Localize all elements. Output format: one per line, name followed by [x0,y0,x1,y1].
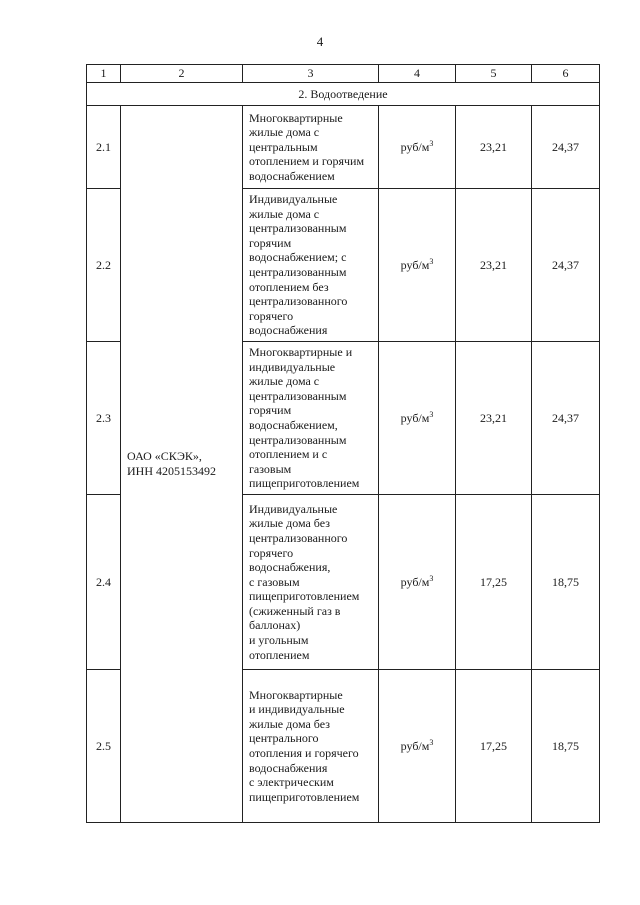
consumer-description: Многоквартирные и индивидуальные жилые дома с централизованным горячим водоснабжением, централизованным отоплением и с газовым пищеприготовлением [243,342,379,495]
consumer-description: Индивидуальные жилые дома без централизованного горячего водоснабжения, с газовым пищеприготовлением (сжиженный газ в баллонах) и угольным отоплением [243,495,379,670]
column-number: 3 [243,65,379,83]
section-title: 2. Водоотведение [87,83,600,106]
row-number: 2.1 [87,106,121,189]
consumer-description: Многоквартирные и индивидуальные жилые дома без центрального отопления и горячего водоснабжения с электрическим пищеприготовлением [243,670,379,823]
organization-cell [121,106,243,823]
page-number: 4 [316,34,324,49]
column-number-row [87,65,600,83]
unit-cell: руб/$м^3$ [379,189,456,342]
tariff-value: 24,37 [532,342,600,495]
tariff-value: 24,37 [532,189,600,342]
tariff-value: 17,25 [456,670,532,823]
consumer-description: Многоквартирные жилые дома с центральным отоплением и горячим водоснабжением [243,106,379,189]
unit-cell: руб/$м^3$ [379,106,456,189]
row-number: 2.4 [87,495,121,670]
column-number: 5 [456,65,532,83]
unit-cell: руб/$м^3$ [379,342,456,495]
column-number: 4 [379,65,456,83]
row-number: 2.3 [87,342,121,495]
tariff-value: 24,37 [532,106,600,189]
row-number: 2.5 [87,670,121,823]
column-number: 2 [121,65,243,83]
unit-cell: руб/$м^3$ [379,495,456,670]
column-number: 6 [532,65,600,83]
consumer-description: Индивидуальные жилые дома с централизованным горячим водоснабжением; с централизованным отоплением без централизованного горячего водоснабжения [243,189,379,342]
row-number: 2.2 [87,189,121,342]
section-row [87,83,600,106]
tariff-value: 23,21 [456,106,532,189]
tariff-value: 23,21 [456,189,532,342]
tariff-value: 17,25 [456,495,532,670]
tariff-value: 23,21 [456,342,532,495]
table-row [87,106,600,189]
tariff-value: 18,75 [532,670,600,823]
unit-cell: руб/$м^3$ [379,670,456,823]
column-number: 1 [87,65,121,83]
organization-inn: ИНН 4205153492 [127,464,216,478]
tariff-value: 18,75 [532,495,600,670]
tariff-table [86,64,600,823]
organization-name: ОАО «СКЭК», [127,449,202,464]
